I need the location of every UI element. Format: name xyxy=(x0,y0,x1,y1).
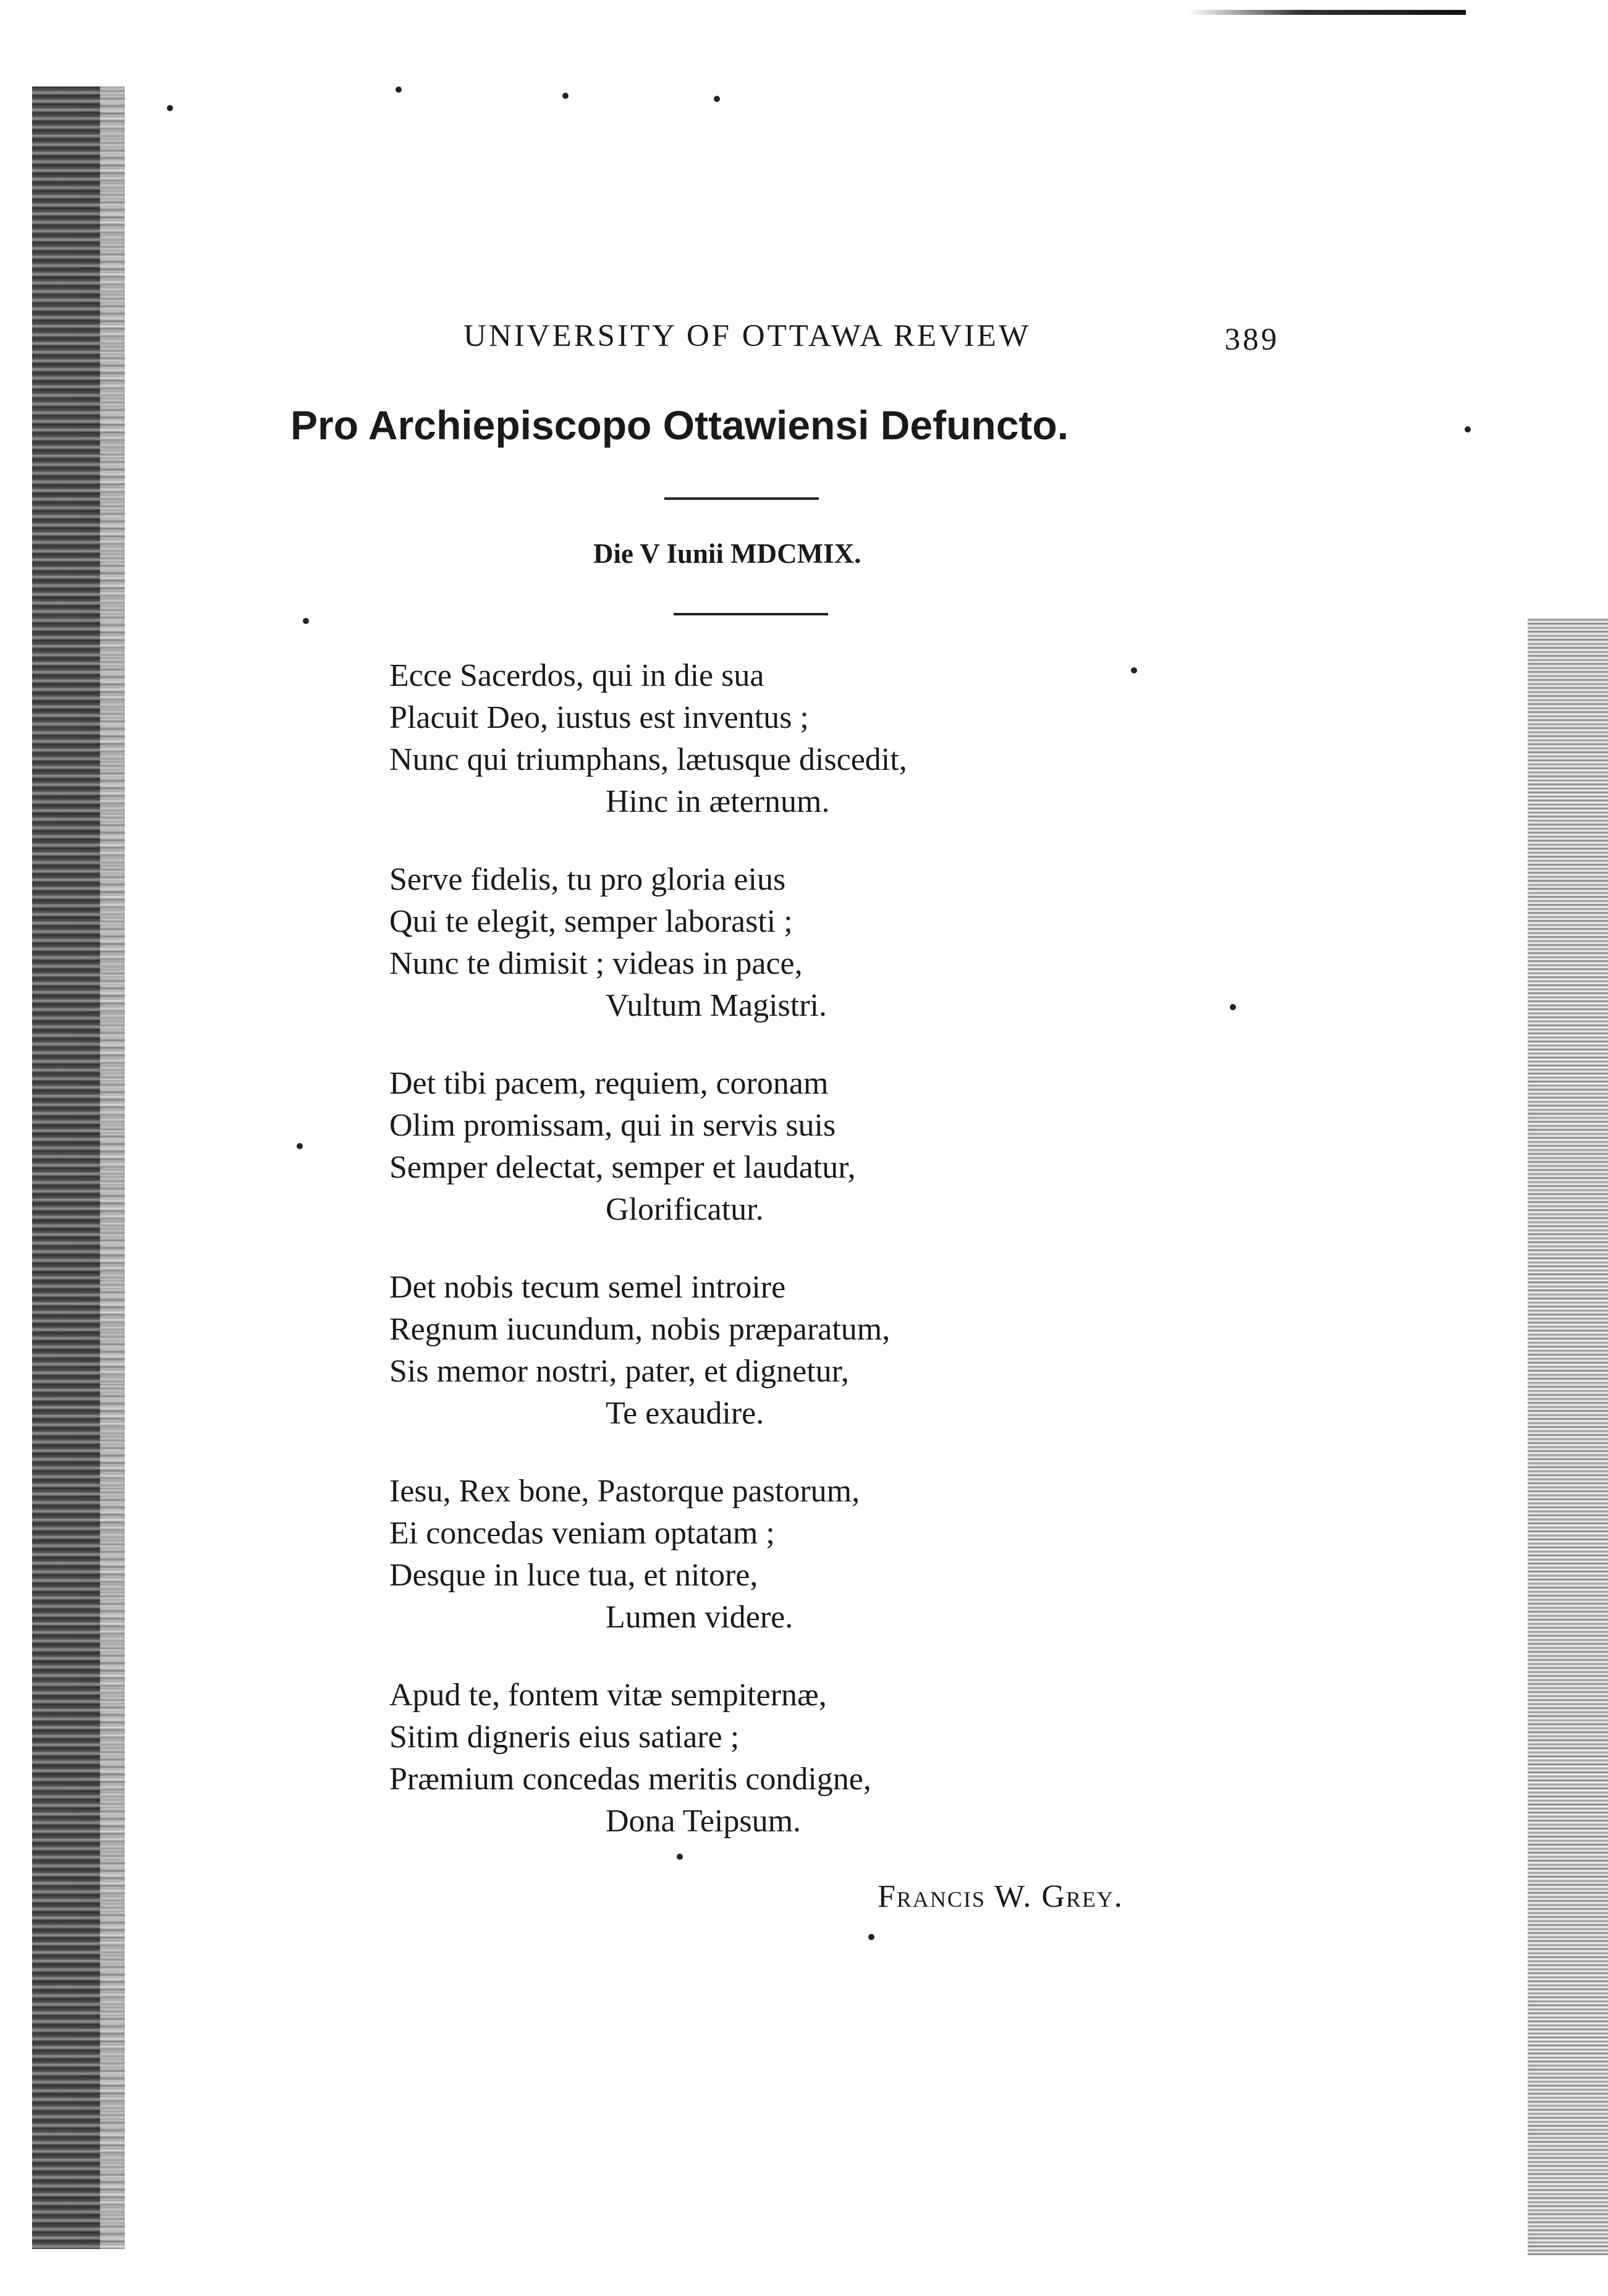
page-number: 389 xyxy=(1224,323,1279,357)
poem-title: Pro Archiepiscopo Ottawiensi Defuncto. xyxy=(290,402,1069,448)
verse-line: Præmium concedas meritis condigne, xyxy=(389,1762,871,1797)
page-edge-shadow xyxy=(1528,618,1608,2255)
refrain-line: Hinc in æternum. xyxy=(606,784,830,819)
scan-speck xyxy=(562,93,569,99)
journal-title: UNIVERSITY OF OTTAWA REVIEW xyxy=(463,319,1031,353)
scan-speck xyxy=(677,1854,683,1860)
verse-line: Nunc qui triumphans, lætusque discedit, xyxy=(389,742,907,777)
scan-speck xyxy=(714,96,720,102)
refrain-line: Glorificatur. xyxy=(606,1192,764,1227)
refrain-line: Vultum Magistri. xyxy=(606,988,827,1023)
divider-rule xyxy=(664,497,819,500)
verse-line: Placuit Deo, iustus est inventus ; xyxy=(389,700,809,735)
verse-line: Regnum iucundum, nobis præparatum, xyxy=(389,1312,891,1347)
verse-line: Apud te, fontem vitæ sempiternæ, xyxy=(389,1678,827,1713)
scan-speck xyxy=(1230,1004,1236,1010)
scan-speck xyxy=(396,87,402,93)
verse-line: Desque in luce tua, et nitore, xyxy=(389,1558,758,1593)
scan-speck xyxy=(167,105,173,111)
verse-line: Iesu, Rex bone, Pastorque pastorum, xyxy=(389,1474,860,1509)
running-head xyxy=(463,318,1279,368)
stanza-4 xyxy=(389,1267,1162,1435)
verse-line: Olim promissam, qui in servis suis xyxy=(389,1108,836,1143)
refrain-line: Te exaudire. xyxy=(606,1396,764,1431)
scan-mark xyxy=(1188,10,1466,15)
verse-line: Semper delectat, semper et laudatur, xyxy=(389,1150,856,1185)
verse-line: Ei concedas veniam optatam ; xyxy=(389,1516,775,1551)
verse-line: Nunc te dimisit ; videas in pace, xyxy=(389,946,803,981)
scan-speck xyxy=(303,618,309,624)
refrain-line: Dona Teipsum. xyxy=(606,1804,802,1839)
scan-speck xyxy=(297,1143,303,1149)
scan-speck xyxy=(868,1934,874,1940)
date-line: Die V Iunii MDCMIX. xyxy=(593,538,861,569)
refrain-line: Lumen videre. xyxy=(606,1600,793,1635)
divider-rule xyxy=(674,613,828,615)
stanza-1 xyxy=(389,655,1162,823)
stanza-6 xyxy=(389,1674,1162,1842)
verse-line: Det tibi pacem, requiem, coronam xyxy=(389,1066,829,1101)
verse-line: Sis memor nostri, pater, et dignetur, xyxy=(389,1354,849,1389)
verse-line: Det nobis tecum semel introire xyxy=(389,1270,786,1305)
verse-line: Ecce Sacerdos, qui in die sua xyxy=(389,658,764,693)
stanza-5 xyxy=(389,1471,1162,1639)
stanza-3 xyxy=(389,1063,1162,1231)
verse-line: Qui te elegit, semper laborasti ; xyxy=(389,904,793,939)
verse-line: Sitim digneris eius satiare ; xyxy=(389,1720,740,1755)
binding-edge-shadow xyxy=(32,87,125,2249)
verse-line: Serve fidelis, tu pro gloria eius xyxy=(389,862,786,897)
scan-speck xyxy=(1465,426,1471,433)
stanza-2 xyxy=(389,859,1162,1027)
author-signature: Francis W. Grey. xyxy=(878,1879,1123,1914)
